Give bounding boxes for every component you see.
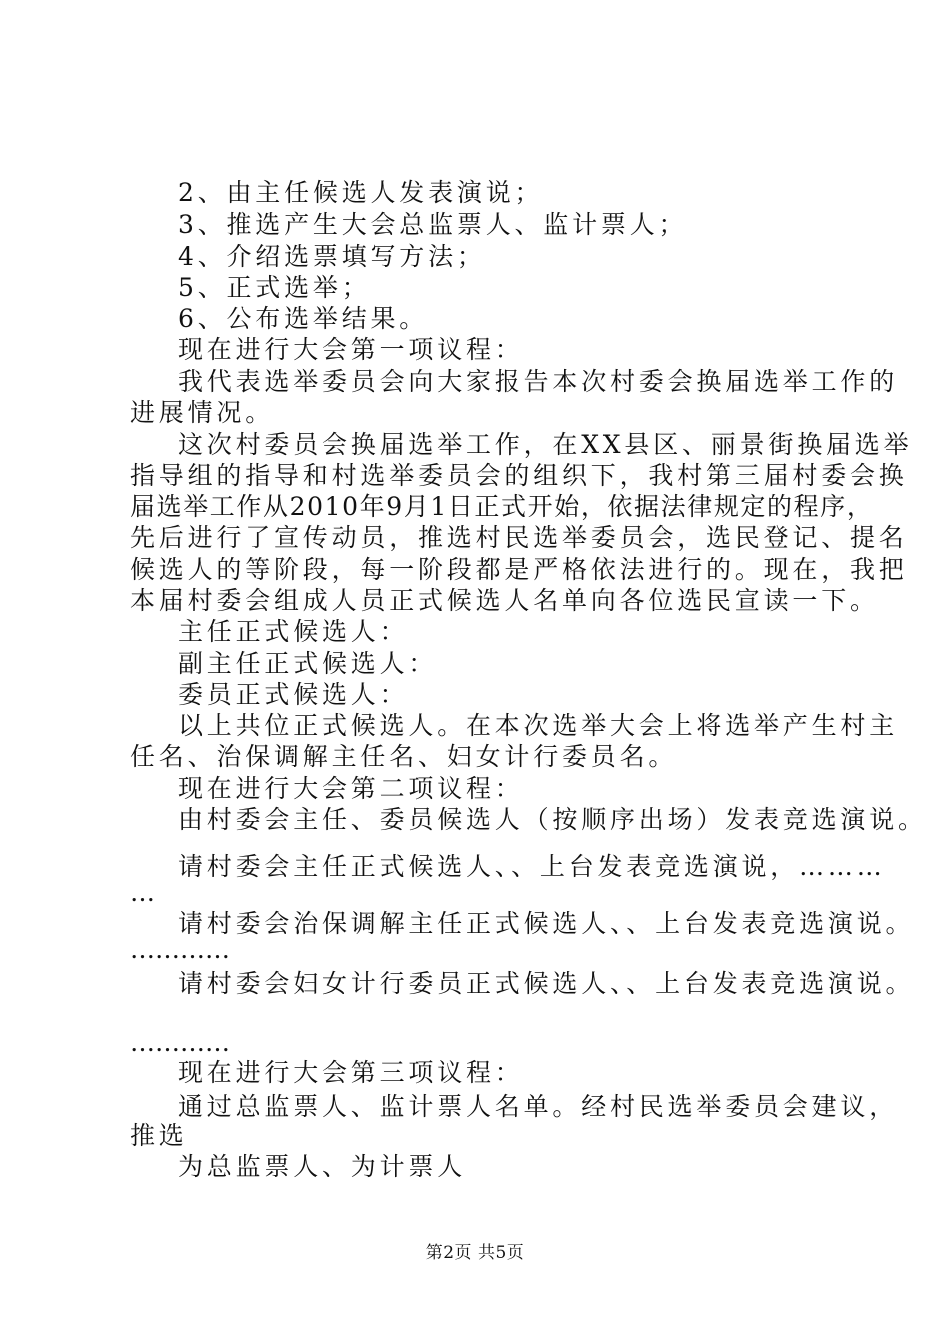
paragraph-line: 以上共位正式候选人。在本次选举大会上将选举产生村主 xyxy=(178,711,899,740)
paragraph-line: 由村委会主任、委员候选人（按顺序出场）发表竞选演说。 xyxy=(178,805,927,834)
paragraph-line: 进展情况。 xyxy=(130,398,275,427)
paragraph-line: 我代表选举委员会向大家报告本次村委会换届选举工作的 xyxy=(178,367,899,396)
paragraph-line: 先后进行了宣传动员，推选村民选举委员会，选民登记、提名 xyxy=(130,523,908,552)
agenda-heading-2: 现在进行大会第二项议程： xyxy=(178,774,524,803)
paragraph-line: 请村委会治保调解主任正式候选人、、上台发表竞选演说。 xyxy=(178,909,915,938)
paragraph-line: 通过总监票人、监计票人名单。经村民选举委员会建议， xyxy=(178,1092,899,1121)
agenda-item-5: 5、正式选举； xyxy=(178,273,371,302)
paragraph-line: 任名、治保调解主任名、妇女计行委员名。 xyxy=(130,742,678,771)
paragraph-line: 这次村委员会换届选举工作，在XX县区、丽景街换届选举 xyxy=(178,430,913,459)
paragraph-line: 本届村委会组成人员正式候选人名单向各位选民宣读一下。 xyxy=(130,586,879,615)
ellipsis-line: … xyxy=(130,878,155,907)
paragraph-line: 指导组的指导和村选举委员会的组织下，我村第三届村委会换 xyxy=(130,461,908,490)
candidate-label-deputy: 副主任正式候选人： xyxy=(178,649,438,678)
agenda-heading-3: 现在进行大会第三项议程： xyxy=(178,1058,524,1087)
agenda-item-2: 2、由主任候选人发表演说； xyxy=(178,178,544,207)
agenda-item-6: 6、公布选举结果。 xyxy=(178,304,429,333)
candidate-label-member: 委员正式候选人： xyxy=(178,680,409,709)
paragraph-line: 推选 xyxy=(130,1121,188,1150)
ellipsis-line: ………… xyxy=(130,935,230,964)
paragraph-line: 届选举工作从2010年9月1日正式开始，依据法律规定的程序， xyxy=(130,492,874,521)
paragraph-line: 请村委会主任正式候选人、、上台发表竞选演说，……… xyxy=(178,852,886,881)
agenda-item-3: 3、推选产生大会总监票人、监计票人； xyxy=(178,210,688,239)
agenda-item-4: 4、介绍选票填写方法； xyxy=(178,242,486,271)
page-number-footer: 第2页 共5页 xyxy=(425,1243,525,1263)
ellipsis-line: ………… xyxy=(130,1028,230,1057)
candidate-label-director: 主任正式候选人： xyxy=(178,617,409,646)
paragraph-line: 为总监票人、为计票人 xyxy=(178,1152,467,1181)
paragraph-line: 请村委会妇女计行委员正式候选人、、上台发表竞选演说。 xyxy=(178,969,915,998)
agenda-heading-1: 现在进行大会第一项议程： xyxy=(178,335,524,364)
paragraph-line: 候选人的等阶段，每一阶段都是严格依法进行的。现在，我把 xyxy=(130,555,908,584)
